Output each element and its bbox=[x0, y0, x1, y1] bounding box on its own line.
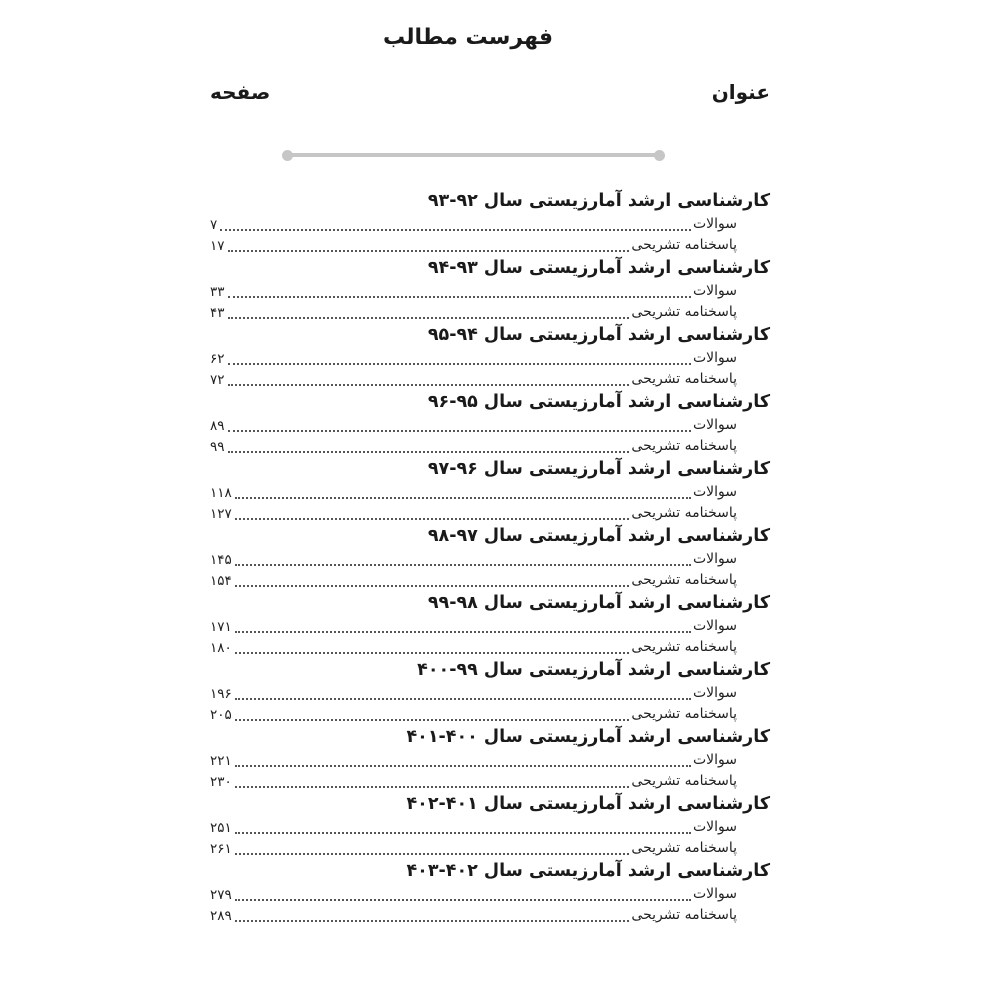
questions-label: سوالات bbox=[692, 551, 737, 567]
dot-leader bbox=[235, 698, 691, 700]
dot-leader bbox=[235, 765, 691, 767]
questions-label: سوالات bbox=[692, 417, 737, 433]
answers-page-number: ۲۸۹ bbox=[210, 908, 232, 924]
answers-page-number: ۱۷ bbox=[210, 238, 225, 254]
toc-entry-answers bbox=[210, 369, 770, 390]
answers-label: پاسخنامه تشریحی bbox=[631, 639, 737, 655]
dot-leader bbox=[235, 719, 630, 721]
column-header-page: صفحه bbox=[210, 80, 271, 104]
answers-label: پاسخنامه تشریحی bbox=[631, 304, 737, 320]
answers-label: پاسخنامه تشریحی bbox=[631, 371, 737, 387]
questions-page-number: ۱۹۶ bbox=[210, 686, 232, 702]
answers-page-number: ۱۸۰ bbox=[210, 640, 232, 656]
toc-section bbox=[210, 524, 770, 591]
toc-section bbox=[210, 457, 770, 524]
section-heading: کارشناسی ارشد آمارزیستی سال ۴۰۱-۴۰۲ bbox=[406, 794, 770, 814]
dot-leader bbox=[235, 786, 630, 788]
divider-line bbox=[285, 153, 662, 157]
dot-leader bbox=[228, 430, 691, 432]
questions-label: سوالات bbox=[692, 685, 737, 701]
toc-entry-questions bbox=[210, 750, 770, 771]
toc-entry-questions bbox=[210, 683, 770, 704]
answers-page-number: ۲۶۱ bbox=[210, 841, 232, 857]
section-heading: کارشناسی ارشد آمارزیستی سال ۹۶-۹۷ bbox=[427, 459, 770, 479]
toc-section bbox=[210, 323, 770, 390]
questions-label: سوالات bbox=[692, 484, 737, 500]
toc-entry-answers bbox=[210, 771, 770, 792]
answers-label: پاسخنامه تشریحی bbox=[631, 706, 737, 722]
questions-page-number: ۲۷۹ bbox=[210, 887, 232, 903]
answers-page-number: ۱۲۷ bbox=[210, 506, 232, 522]
dot-leader bbox=[228, 451, 630, 453]
dot-leader bbox=[228, 363, 691, 365]
answers-page-number: ۲۳۰ bbox=[210, 774, 232, 790]
answers-page-number: ۴۳ bbox=[210, 305, 225, 321]
questions-page-number: ۲۲۱ bbox=[210, 753, 232, 769]
questions-page-number: ۸۹ bbox=[210, 418, 225, 434]
toc-entry-answers bbox=[210, 704, 770, 725]
toc-entry-answers bbox=[210, 637, 770, 658]
section-heading: کارشناسی ارشد آمارزیستی سال ۹۷-۹۸ bbox=[427, 526, 770, 546]
dot-leader bbox=[235, 585, 630, 587]
dot-leader bbox=[235, 853, 630, 855]
questions-page-number: ۷ bbox=[210, 217, 218, 233]
toc-entry-questions bbox=[210, 348, 770, 369]
toc-entry-questions bbox=[210, 817, 770, 838]
questions-label: سوالات bbox=[692, 283, 737, 299]
toc-entry-questions bbox=[210, 549, 770, 570]
toc-section bbox=[210, 859, 770, 926]
dot-leader bbox=[235, 899, 691, 901]
answers-label: پاسخنامه تشریحی bbox=[631, 572, 737, 588]
answers-label: پاسخنامه تشریحی bbox=[631, 773, 737, 789]
section-heading: کارشناسی ارشد آمارزیستی سال ۹۹-۴۰۰ bbox=[417, 660, 770, 680]
toc-entry-answers bbox=[210, 570, 770, 591]
toc-section bbox=[210, 725, 770, 792]
answers-label: پاسخنامه تشریحی bbox=[631, 438, 737, 454]
dot-leader bbox=[235, 518, 630, 520]
questions-label: سوالات bbox=[692, 350, 737, 366]
questions-label: سوالات bbox=[692, 216, 737, 232]
answers-label: پاسخنامه تشریحی bbox=[631, 237, 737, 253]
section-heading: کارشناسی ارشد آمارزیستی سال ۹۵-۹۶ bbox=[427, 392, 770, 412]
questions-label: سوالات bbox=[692, 886, 737, 902]
questions-page-number: ۶۲ bbox=[210, 351, 225, 367]
toc-section bbox=[210, 658, 770, 725]
toc-section bbox=[210, 792, 770, 859]
toc-entry-answers bbox=[210, 436, 770, 457]
dot-leader bbox=[235, 631, 691, 633]
section-heading: کارشناسی ارشد آمارزیستی سال ۴۰۰-۴۰۱ bbox=[406, 727, 770, 747]
column-header-title: عنوان bbox=[711, 80, 770, 104]
questions-label: سوالات bbox=[692, 819, 737, 835]
section-heading: کارشناسی ارشد آمارزیستی سال ۹۲-۹۳ bbox=[427, 191, 770, 211]
toc-entry-answers bbox=[210, 838, 770, 859]
questions-page-number: ۱۷۱ bbox=[210, 619, 232, 635]
dot-leader bbox=[235, 564, 691, 566]
dot-leader bbox=[228, 317, 630, 319]
toc-entry-answers bbox=[210, 905, 770, 926]
toc-entry-questions bbox=[210, 415, 770, 436]
toc-list bbox=[210, 189, 770, 926]
answers-label: پاسخنامه تشریحی bbox=[631, 840, 737, 856]
toc-section bbox=[210, 256, 770, 323]
toc-entry-answers bbox=[210, 503, 770, 524]
section-heading: کارشناسی ارشد آمارزیستی سال ۹۴-۹۵ bbox=[427, 325, 770, 345]
questions-page-number: ۲۵۱ bbox=[210, 820, 232, 836]
answers-page-number: ۱۵۴ bbox=[210, 573, 232, 589]
toc-entry-answers bbox=[210, 302, 770, 323]
dot-leader bbox=[235, 920, 630, 922]
toc-entry-questions bbox=[210, 616, 770, 637]
toc-entry-questions bbox=[210, 214, 770, 235]
questions-page-number: ۱۱۸ bbox=[210, 485, 232, 501]
answers-label: پاسخنامه تشریحی bbox=[631, 505, 737, 521]
toc-entry-questions bbox=[210, 884, 770, 905]
dot-leader bbox=[228, 296, 691, 298]
questions-label: سوالات bbox=[692, 752, 737, 768]
answers-page-number: ۹۹ bbox=[210, 439, 225, 455]
questions-page-number: ۳۳ bbox=[210, 284, 225, 300]
toc-section bbox=[210, 591, 770, 658]
section-heading: کارشناسی ارشد آمارزیستی سال ۹۳-۹۴ bbox=[427, 258, 770, 278]
questions-page-number: ۱۴۵ bbox=[210, 552, 232, 568]
dot-leader bbox=[235, 497, 691, 499]
page-title: فهرست مطالب bbox=[382, 25, 554, 50]
questions-label: سوالات bbox=[692, 618, 737, 634]
answers-label: پاسخنامه تشریحی bbox=[631, 907, 737, 923]
toc-section bbox=[210, 189, 770, 256]
dot-leader bbox=[235, 832, 691, 834]
toc-section bbox=[210, 390, 770, 457]
answers-page-number: ۲۰۵ bbox=[210, 707, 232, 723]
section-heading: کارشناسی ارشد آمارزیستی سال ۹۸-۹۹ bbox=[427, 593, 770, 613]
answers-page-number: ۷۲ bbox=[210, 372, 225, 388]
dot-leader bbox=[228, 384, 630, 386]
column-headers bbox=[210, 78, 770, 106]
dot-leader bbox=[228, 250, 630, 252]
dot-leader bbox=[235, 652, 630, 654]
toc-entry-answers bbox=[210, 235, 770, 256]
dot-leader bbox=[220, 229, 691, 231]
toc-entry-questions bbox=[210, 281, 770, 302]
section-heading: کارشناسی ارشد آمارزیستی سال ۴۰۲-۴۰۳ bbox=[406, 861, 770, 881]
toc-entry-questions bbox=[210, 482, 770, 503]
